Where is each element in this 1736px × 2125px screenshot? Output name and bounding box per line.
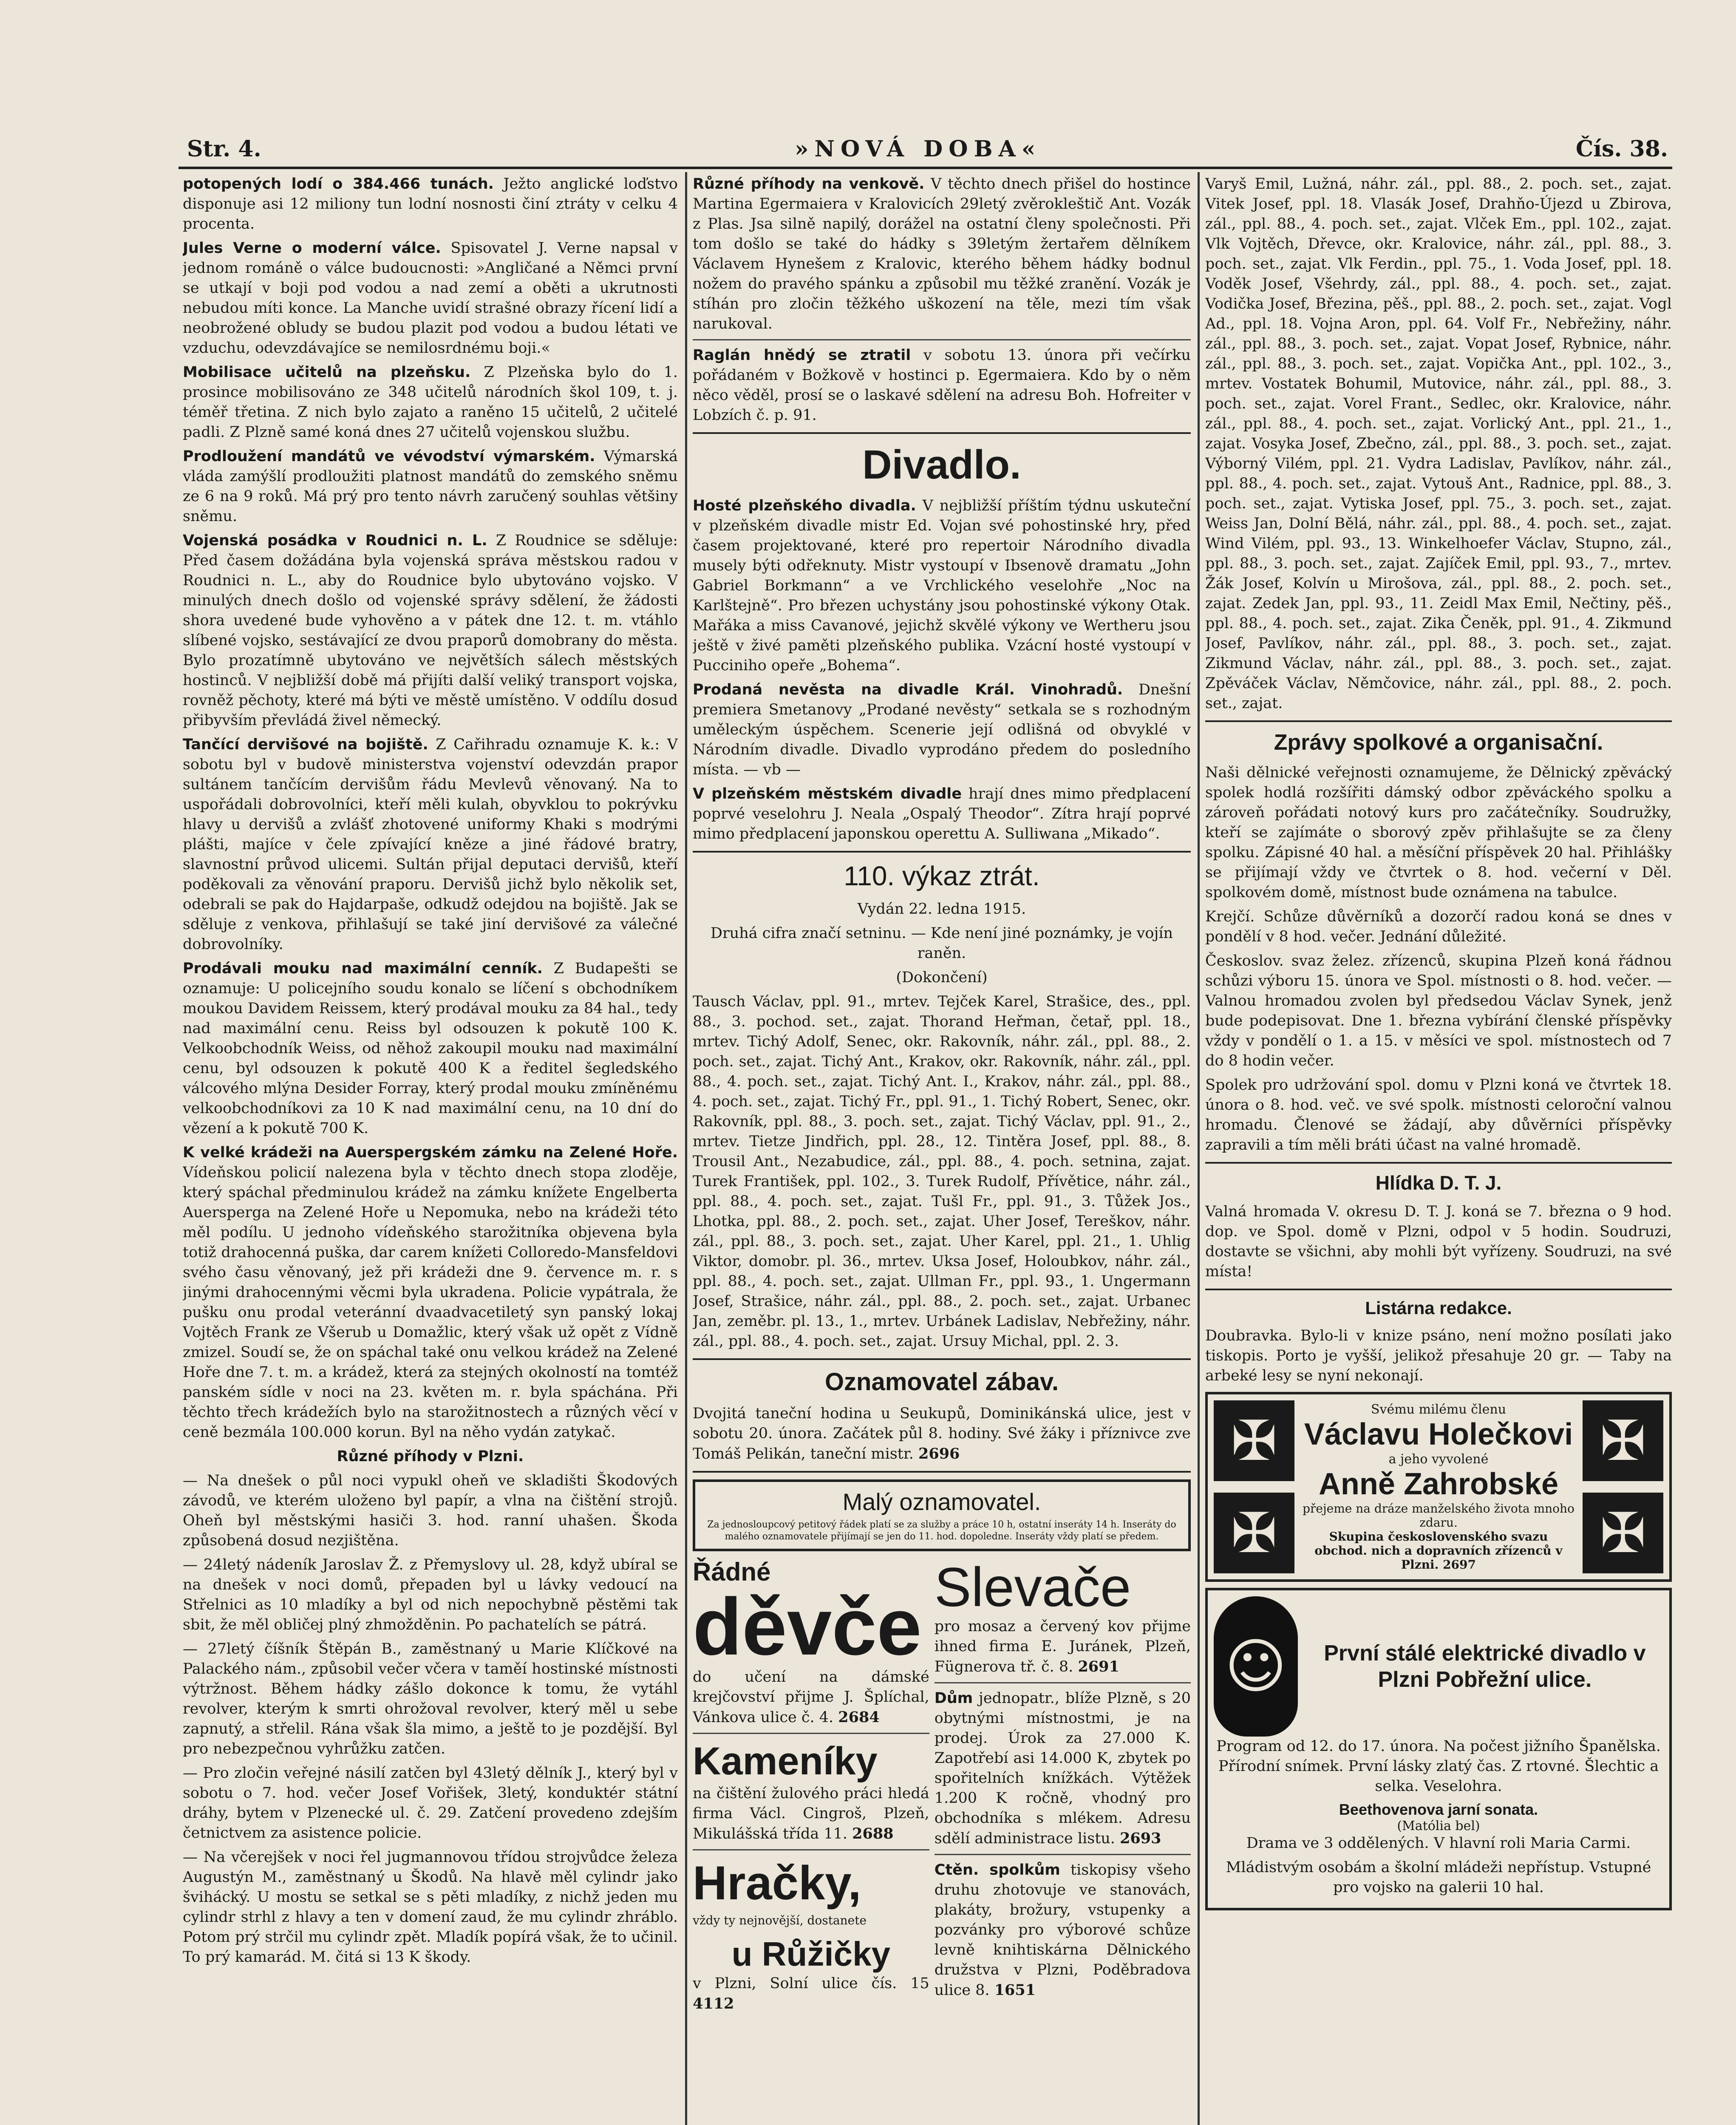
club-notice: Naši dělnické veřejnosti oznamujeme, že Dělnický zpěvácký spolek hodlá rozšířiti dámský odbor zpěváckého spolku a zároveň pořádati notový kurs pro začátečníky. Soudružky, kteří se zajímáte o sborový zpěv přihlašujte se za členy spolku. Zápisné 40 hal. a měsíční příspěvek 20 hal. Přihlášky se přijímají vždy ve čtvrtek o 8. hod. večerní v Děl. spolkovém domě, místnost bude oznámena na tabulce. <box>1205 764 1672 901</box>
memorial-wish: přejeme na dráze manželského života mnoho zdaru. <box>1303 1502 1575 1530</box>
listarna-notice: Doubravka. Bylo-li v knize psáno, není možno posílati jako tiskopis. Porto je vyšší, jelikož přesahuje 20 gr. — Taby na arbeké lesy se nyní nekonají. <box>1205 1327 1672 1384</box>
memorial-mid: a jeho vyvolené <box>1388 1452 1489 1467</box>
issue-number: Čís. 38. <box>1575 136 1668 162</box>
cross-icon: ✠ <box>1583 1400 1663 1481</box>
divider <box>1205 1162 1672 1164</box>
ad-slevace: Slevače <box>934 1556 1131 1618</box>
loss-report-title: 110. výkaz ztrát. <box>844 861 1040 891</box>
memorial-name-2: Anně Zahrobské <box>1318 1467 1559 1501</box>
ad-kamenik: Kameníky <box>693 1740 878 1783</box>
newspaper-title: »NOVÁ DOBA« <box>795 136 1042 162</box>
divider <box>1205 1289 1672 1290</box>
cinema-program: Program od 12. do 17. února. Na počest jižního Španělska. Přírodní snímek. První lásky zlatý čas. Z rtovné. Šlechtic a selka. Veselohra. <box>1216 1738 1661 1795</box>
article: Raglán hnědý se ztratil v sobotu 13. února při večírku pořádaném v Božkově v hostinci p. Egermaiera. Kdo by o něm něco věděl, prosí se o laskavé sdělení na adresu Boh. Hofreiter v Lobzích č. p. 91. <box>693 347 1191 424</box>
ad-hracky: Hračky, <box>693 1856 861 1910</box>
article: Vojenská posádka v Roudnici n. L. Z Roudnice se sděluje: Před časem dožádána byla vojenská správa městskou radou v Roudnici n. L., aby do Roudnice bylo ubytováno vojsko. V minulých dnech došlo od vojenské správy sdělení, že žádosti shora uvedené bude vyhověno a v pátek dne 12. t. m. vtáhlo slíbené vojsko, sestávající ze dvou praporů domobrany do města. Bylo prozatímně ubytováno ve největších sálech městských hostinců. V nejbližší době má přijíti další veliký transport vojska, rovněž pěchoty, které má býti ve městě umístěno. V oddílu dosud přibyvším převládá živel německý. <box>183 532 678 729</box>
page-header <box>187 136 1668 170</box>
ad-radne: Řádné <box>693 1558 771 1586</box>
cross-icon: ✠ <box>1214 1493 1294 1573</box>
cinema-feature: Beethovenova jarní sonata. <box>1339 1801 1538 1818</box>
section-title-divadlo: Divadlo. <box>862 442 1021 487</box>
club-notice: Českoslov. svaz želez. zřízenců, skupina Plzeň koná řádnou schůzi výboru 15. února ve Spol. místnosti o 8. hod. večer. — Valnou hromadou zvolen byl předsedou Václav Synek, jenž bude podepisovat. Dne 1. března vybírání členské příspěvky vždy v pondělí o 1. a 15. v měsíci ve spol. místnostech od 7 do 8 hodin večer. <box>1205 952 1672 1069</box>
section-heading: Různé příhody v Plzni. <box>337 1448 524 1465</box>
ad-spolkum: Ctěn. spolkům tiskopisy všeho druhu zhotovuje ve stanovách, plakáty, brožury, vstupenky a pozvánky pro výborové schůze levně knihtiskárna Dělnického družstva v Plzni, Poděbradova ulice 8. 1651 <box>934 1862 1191 1999</box>
ad-slevace-body: pro mosaz a červený kov přijme ihned firma E. Juránek, Plzeň, Fügnerova tř. č. 8. 2691 <box>934 1618 1191 1675</box>
cinema-feature-sub: (Matólia bel) <box>1397 1819 1480 1833</box>
cinema-drama: Drama ve 3 oddělených. V hlavní roli Maria Carmi. <box>1246 1835 1631 1852</box>
loss-report-continued: (Dokončení) <box>896 969 988 986</box>
article: Prodaná nevěsta na divadle Král. Vinohradů. Dnešní premiera Smetanovy „Prodané nevěsty“ setkala se s rozhodným uměleckým úspěchem. Scenerie její odlišná od obvyklé v Národním divadle. Divadlo vyprodáno předem do posledního místa. — vb — <box>693 681 1191 778</box>
ad-kamenik-body: na čištění žulového práci hledá firma Václ. Cingroš, Plzeň, Mikulášská třída 11. 2688 <box>693 1785 929 1842</box>
section-title-listarna: Listárna redakce. <box>1365 1298 1512 1318</box>
article: V plzeňském městském divadle hrají dnes mimo předplacení poprvé veselohru J. Neala „Ospalý Theodor“. Zítra hrají poprvé mimo předplacení japonskou operettu A. Sulliwana „Mikado“. <box>693 785 1191 842</box>
classified-header-box <box>693 1479 1191 1551</box>
article: potopených lodí o 384.466 tunách. Ježto anglické loďstvo disponuje asi 12 miliony tun lodní nosnosti činí ztráty v celku 4 procenta. <box>183 176 678 232</box>
news-item: — Na včerejšek v noci řel jugmannovou třídou strojvůdce železa Augustýn M., zaměstnaný u Škodů. Na hlavě měl cylindr jako švihácký. U mostu se setkal se s pěti mladíky, z nichž jeden mu cylindr strhl z hlavy a ten v domení zaud, že mu cylindr zhráblo. Potom prý strčil mu cylindr zpět. Mladík popírá však, že to učinil. To prý kamarád. M. čitá si 13 K škody. <box>183 1849 678 1966</box>
club-notice: Krejčí. Schůze důvěrníků a dozorčí radou koná se dnes v pondělí v 8 hod. večer. Jednání důležité. <box>1205 908 1672 945</box>
cross-icon: ✠ <box>1583 1493 1663 1573</box>
hlidka-notice: Valná hromada V. okresu D. T. J. koná se 7. března o 9 hod. dop. ve Spol. domě v Plzni, odpol v 5 hodin. Soudruzi, dostavte se všichni, aby mohli být vyřízeny. Soudruzi, na své místa! <box>1205 1203 1672 1280</box>
article: Mobilisace učitelů na plzeňsku. Z Plzeňska bylo do 1. prosince mobilisováno ze 348 učitelů národních škol 109, t. j. téměř třetina. Z nich bylo zajato a raněno 15 učitelů, 2 učitelé padli. Z Plzně samé koná dnes 27 učitelů vojenskou službu. <box>183 364 678 441</box>
divider <box>693 1358 1191 1360</box>
article: Hosté plzeňského divadla. V nejbližší příštím týdnu uskuteční v plzeňském divadle mistr Ed. Vojan své pohostinské hry, před časem projektované, které pro repertoir Národního divadla musely býti odřeknuty. Mistr vystoupí v Ibsenově dramatu „John Gabriel Borkmann“ a ve Vrchlického veselohře „Noc na Karlštejně“. Pro březen uchystány jsou pohostinské výkony Otak. Mařáka a miss Cavanové, jejichž skvělé výkony ve Wertheru jsou ještě v živé paměti plzeňského publika. Vzácní hosté vystoupí v Pucciniho opeře „Bohema“. <box>693 497 1191 674</box>
divider <box>693 1471 1191 1473</box>
news-item: — 24letý nádeník Jaroslav Ž. z Přemyslovy ul. 28, když ubíral se na dnešek v noci domů, přepaden byl u lávky vedoucí na Střelnici as 10 mladíky a byl od nich nepochybně pěstěmi tak sbit, že měl obličej plný zhmožděnin. Po pachatelích se pátrá. <box>183 1556 678 1633</box>
memorial-ad <box>1205 1392 1672 1582</box>
ad-devce-body: do učení na dámské krejčovství přijme J. Šplíchal, Vánkova ulice č. 4. 2684 <box>693 1669 929 1726</box>
classified-pricing: Za jednosloupcový petitový řádek platí se za služby a práce 10 h, ostatní inseráty 14 h. Inseráty do malého oznamovatele přijímají se jen do 11. hod. dopoledne. Inseráty vždy platí se předem. <box>707 1519 1176 1542</box>
divider <box>935 1682 1191 1683</box>
cinema-foot: Mládistvým osobám a školní mládeži nepřístup. Vstupné pro vojsko na galerii 10 hal. <box>1226 1859 1651 1896</box>
section-title-zabav: Oznamovatel zábav. <box>824 1368 1059 1396</box>
divider <box>693 1733 929 1734</box>
news-item: — Na dnešek o půl noci vypukl oheň ve skladišti Škodových závodů, ve kterém uloženo byl papír, a vlna na čištění strojů. Oheň byl městskými hasiči 3. hod. ranní uhašen. Škoda způsobená dosud nezjištěna. <box>183 1472 678 1549</box>
section-title-hlidka: Hlídka D. T. J. <box>1375 1172 1502 1194</box>
cinema-ad <box>1205 1588 1672 1910</box>
classified-right <box>935 1557 1191 2018</box>
event-notice: Dvojitá taneční hodina u Seukupů, Dominikánská ulice, jest v sobotu 20. února. Začátek půl 8. hodiny. Své žáky i příznivce zve Tomáš Pelikán, taneční mistr. 2696 <box>693 1405 1191 1462</box>
divider <box>693 1849 929 1850</box>
cinema-title: První stálé elektrické divadlo v Plzni Pobřežní ulice. <box>1324 1641 1646 1692</box>
divider <box>693 851 1191 853</box>
loss-report-date: Vydán 22. ledna 1915. <box>857 901 1026 918</box>
divider <box>1205 720 1672 722</box>
divider <box>935 1854 1191 1855</box>
column-1 <box>183 174 678 2125</box>
article: Prodloužení mandátů ve vévodství výmarském. Výmarská vláda zamýšlí prodloužiti platnost mandátů do zemského sněmu ze 6 na 9 roků. Má prý pro tento návrh zaručený souhlas většiny sněmu. <box>183 448 678 525</box>
article: Prodávali mouku nad maximální cenník. Z Budapešti se oznamuje: U policejního soudu konalo se líčení s obchodníkem moukou Davidem Reissem, který prodával mouku za 84 hal., tedy nad maximální cenu. Reiss byl odsouzen k pokutě 100 K. Velkoobchodník Weiss, od něhož zakoupil mouku nad maximální cenu, byl odsouzen k pokutě 400 K a ředitel šegledského válcového mlýna Desider Forray, který prodal mouku zmíněnému velkoobchodníkovi za 10 K nad maximální cenu, na 10 dní do vězení a k pokutě 700 K. <box>183 960 678 1137</box>
page-number: Str. 4. <box>187 136 261 162</box>
article: Tančící dervišové na bojiště. Z Cařihradu oznamuje K. k.: V sobotu byl v budově ministerstva vojenství odevzdán prapor sultánem tančícím dervišům řádu Mevlevů věnovaný. Na to uspořádali dobrovolníci, kteří měli kulah, obyvklou to pokrývku hlavy u dervišů a zvlášť zhotovené uniformy Khaki s modrými plášti, majíce v čele zpívající kněze a jiné řádové bratry, slavnostní průvod ulicemi. Sultán přijal deputaci dervišů, kteří poděkovali za věnování praporu. Dervišů jichž bylo několik set, odebrali se pak do Hajdarpaše, odkudž odejdou na bojiště. Jak se sděluje z venkova, přihlašují se také jiní dervišové za válečné dobrovolníky. <box>183 736 678 953</box>
header-rule <box>178 167 1672 169</box>
news-item: — Pro zločin veřejné násilí zatčen byl 43letý dělník J., který byl v sobotu o 7. hod. večer Josef Vořišek, 3letý, konduktér státní dráhy, bytem v Plzenecké ul. č. 29. Zatčení provedeno zdejším četnictvem za asistence policie. <box>183 1765 678 1842</box>
section-title-zpravy: Zprávy spolkové a organisační. <box>1274 730 1603 755</box>
memorial-sign: Skupina československého svazu obchod. nich a dopravních zřízenců v Plzni. 2697 <box>1314 1530 1563 1572</box>
article: Různé příhody na venkově. V těchto dnech přišel do hostince Martina Egermaiera v Kralovicích 29letý zvěrokleštič Ant. Vozák z Plas. Jsa silně napilý, dorážel na ostatní členy společnosti. Při tom došlo se také do hádky s 39letým žertařem dělníkem Václavem Hynešem z Kralovic, kterého během hádky bodnul nožem do pravého spánku a způsobil mu těžké zranění. Vozák je stíhán pro zločin těžkého uškození na těle, mezi tím však narukoval. <box>693 176 1191 332</box>
mask-icon: ☺ <box>1214 1596 1298 1737</box>
cross-icon: ✠ <box>1214 1400 1294 1481</box>
ad-hracky-addr: v Plzni, Solní ulice čís. 15 4112 <box>693 1975 929 2012</box>
column-divider <box>1198 172 1200 2125</box>
loss-report-list: Tausch Václav, ppl. 91., mrtev. Tejček Karel, Strašice, des., ppl. 88., 3. pochod. set., zajat. Thorand Heřman, četař, ppl. 18., mrtev. Tichý Adolf, Senec, okr. Rakovník, náhr. zál., ppl. 88., 2. poch. set., zajat. Tichý Ant., Krakov, okr. Rakovník, náhr. zál., ppl. 88., 4. poch. set., zajat. Tichý Ant. I., Krakov, náhr. zál., ppl. 88., 4. poch. set., zajat. Tichý Fr., ppl. 91., 1. Tichý Robert, Senec, okr. Rakovník, ppl. 88., 3. poch. set., zajat. Tichý Václav, ppl. 91., 2., mrtev. Tietze Jindřich, ppl. 28., 12. Tintěra Josef, ppl. 88., 8. Trousil Ant., Nezabudice, zál., ppl. 88., 4. poch. setnina, zajat. Turek František, ppl. 102., 3. Turek Rudolf, Přívětice, náhr. zál., ppl. 88., 4. poch. set., zajat. Tušl Fr., ppl. 91., 3. Tůžek Jos., Lhotka, ppl. 88., 2. poch. set., zajat. Uher Josef, Tereškov, náhr. zál., ppl. 88., 3. poch. set., zajat. Uher Karel, ppl. 21., 1. Uhlig Viktor, domobr. pl. 36., mrtev. Uksa Josef, Holoubkov, náhr. zál., ppl. 88., 4. poch. set., zajat. Ullman Fr., ppl. 93., 1. Ungermann Josef, Strašice, náhr. zál., ppl. 88., 2. poch. set., zajat. Urbanec Jan, zeměbr. pl. 13., 1., mrtev. Urbánek Ladislav, Nebřežiny, náhr. zál., ppl. 88., 4. poch. set., zajat. Ursuy Michal, ppl. 2. 3. <box>693 993 1191 1350</box>
club-notice: Spolek pro udržování spol. domu v Plzni koná ve čtvrtek 18. února o 8. hod. več. ve své spolk. místnosti celoroční valnou hromadu. Členové se žádají, aby důvěrníci příspěvky zapravili a tím měli bráti účast na valné hromadě. <box>1205 1077 1672 1153</box>
classified-title: Malý oznamovatel. <box>842 1488 1041 1515</box>
column-2 <box>693 174 1191 2125</box>
classified-left <box>693 1557 929 2018</box>
memorial-top: Svému milému členu <box>1371 1402 1507 1417</box>
divider <box>693 432 1191 434</box>
ad-hracky-sub: vždy ty nejnovější, dostanete <box>693 1913 867 1927</box>
loss-report-list-continued: Varyš Emil, Lužná, náhr. zál., ppl. 88., 2. poch. set., zajat. Vitek Josef, ppl. 18. Vlasák Josef, Drahňo-Újezd u Zbirova, zál., ppl. 88., 4. poch. set., zajat. Vlček Em., ppl. 102., zajat. Vlk Vojtěch, Dřevce, okr. Kralovice, náhr. zál., ppl. 88., 3. poch. set., zajat. Vlk Ferdin., ppl. 75., 1. Voda Josef, ppl. 18. Voděk Josef, Všehrdy, zál., ppl. 88., 4. poch. set., zajat. Vodička Josef, Březina, pěš., ppl. 88., 2. poch. set., zajat. Vogl Ad., ppl. 18. Vojna Aron, ppl. 64. Volf Fr., Nebřežiny, náhr. zál., ppl. 88., 3. poch. set., zajat. Vopat Josef, Rybnice, náhr. zál., ppl. 88., 3. poch. set., zajat. Vopička Ant., ppl. 102., 3., mrtev. Vostatek Bohumil, Mutovice, náhr. zál., ppl. 88., 3. poch. set., zajat. Vorel Frant., Sedlec, okr. Kralovice, náhr. zál., ppl. 88., 4. poch. set., zajat. Vorlický Ant., ppl. 21., 1., zajat. Vosyka Josef, Zbečno, zál., ppl. 88., 3. poch. set., zajat. Výborný Vilém, ppl. 21. Vydra Ladislav, Pavlíkov, náhr. zál., ppl. 88., 4. poch. set., zajat. Vytouš Ant., Radnice, ppl. 88., 3. poch. set., zajat. Vytiska Josef, ppl. 75., 3. poch. set., zajat. Weiss Jan, Dolní Bělá, náhr. zál., ppl. 88., 4. poch. set., zajat. Wind Vilém, ppl. 93., 13. Winkelhoefer Václav, Stupno, zál., ppl. 88., 3. poch. set., zajat. Zajíček Emil, ppl. 93., 7., mrtev. Žák Josef, Kolvín u Mirošova, zál., ppl. 88., 2. poch. set., zajat. Zedek Jan, ppl. 93., 11. Zeidl Max Emil, Nečtiny, pěš., ppl. 88., 4. poch. set., zajat. Zika Čeněk, ppl. 91., 4. Zikmund Josef, Pavlíkov, náhr. zál., ppl. 88., 3. poch. set., zajat. Zikmund Václav, náhr. zál., ppl. 88., 3. poch. set., zajat. Zpěváček Václav, Němčovice, náhr. zál., ppl. 88., 2. poch. set., zajat. <box>1205 176 1672 712</box>
news-item: — 27letý číšník Štěpán B., zaměstnaný u Marie Klíčkové na Palackého nám., způsobil večer včera v taměí hostinské místnosti výtržnost. Během hádky zášlo dokonce k tomu, že vytáhl revolver, kterým k smrti ohrožoval revolver, který měl u sebe zapnutý, a střelil. Rána však šla mimo, a ještě to je pozdější. Byl pro nebezpečnou vyhrůžku zatčen. <box>183 1640 678 1757</box>
article: K velké krádeži na Auerspergském zámku na Zelené Hoře. Vídeňskou policií nalezena byla v těchto dnech stopa zloděje, který spáchal předminulou krádež na zámku knížete Engelberta Auersperga na Zelené Hoře u Nepomuka, nebo na krádeži této měl podílu. U jednoho vídeňského starožitníka objevena byla totiž drahocenná puška, dar carem knížeti Colloredo-Mansfeldovi svého času věnovaný, jež při krádeži dne 9. července m. r. s jinými drahocennými věcmi byla ukradena. Policie vypátrala, že pušku onu prodal veteránní dvaadvacetiletý syn panský lokaj Vojtěch Frank ze Všerub u Domažlic, který však už opět z Vídně zmizel. Soudí se, že on spáchal také onu velkou krádež na Zelené Hoře dne 7. t. m. a krádež, která za stejných okolností na tomtéž panském sídle v noci na 23. květen m. r. byla spáchána. Při těchto třech krádežích bylo na starožitnostech a různých věcí v ceně bezmála 100.000 korun. Byl na něho vydán zatykač. <box>183 1144 678 1441</box>
ad-devce: děvče <box>693 1582 922 1672</box>
column-3 <box>1205 174 1672 2125</box>
cinema-header <box>1214 1596 1663 1737</box>
column-divider <box>685 172 687 2125</box>
article: Jules Verne o moderní válce. Spisovatel J. Verne napsal v jednom románě o válce budoucnosti: »Angličané a Němci první se utkají v boji pod vodou a nad zemí a oběti a ukrutnosti nebudou míti konce. La Manche uvidí strašné obrazy řícení lidí a neobrožené obludy se budou plazit pod vodou a budou létati ve vzduchu, odevzdávajíce se nemilosrdnému boji.« <box>183 240 678 357</box>
ad-hracky-name: u Růžičky <box>731 1935 891 1973</box>
divider <box>693 339 1191 340</box>
loss-report-note: Druhá cifra značí setninu. — Kde není jiné poznámky, je vojín raněn. <box>710 925 1173 962</box>
ad-dum: Dům jednopatr., blíže Plzně, s 20 obytnými místnostmi, je na prodej. Úrok za 27.000 K. Zapotřebí asi 14.000 K, zbytek po spořitelních knížkách. Výtěžek 1.200 K ročně, vhodný pro obchodníka s mlékem. Adresu sdělí administrace listu. 2693 <box>934 1690 1191 1847</box>
classified-columns <box>693 1557 1191 2018</box>
memorial-name-1: Václavu Holečkovi <box>1304 1417 1573 1451</box>
